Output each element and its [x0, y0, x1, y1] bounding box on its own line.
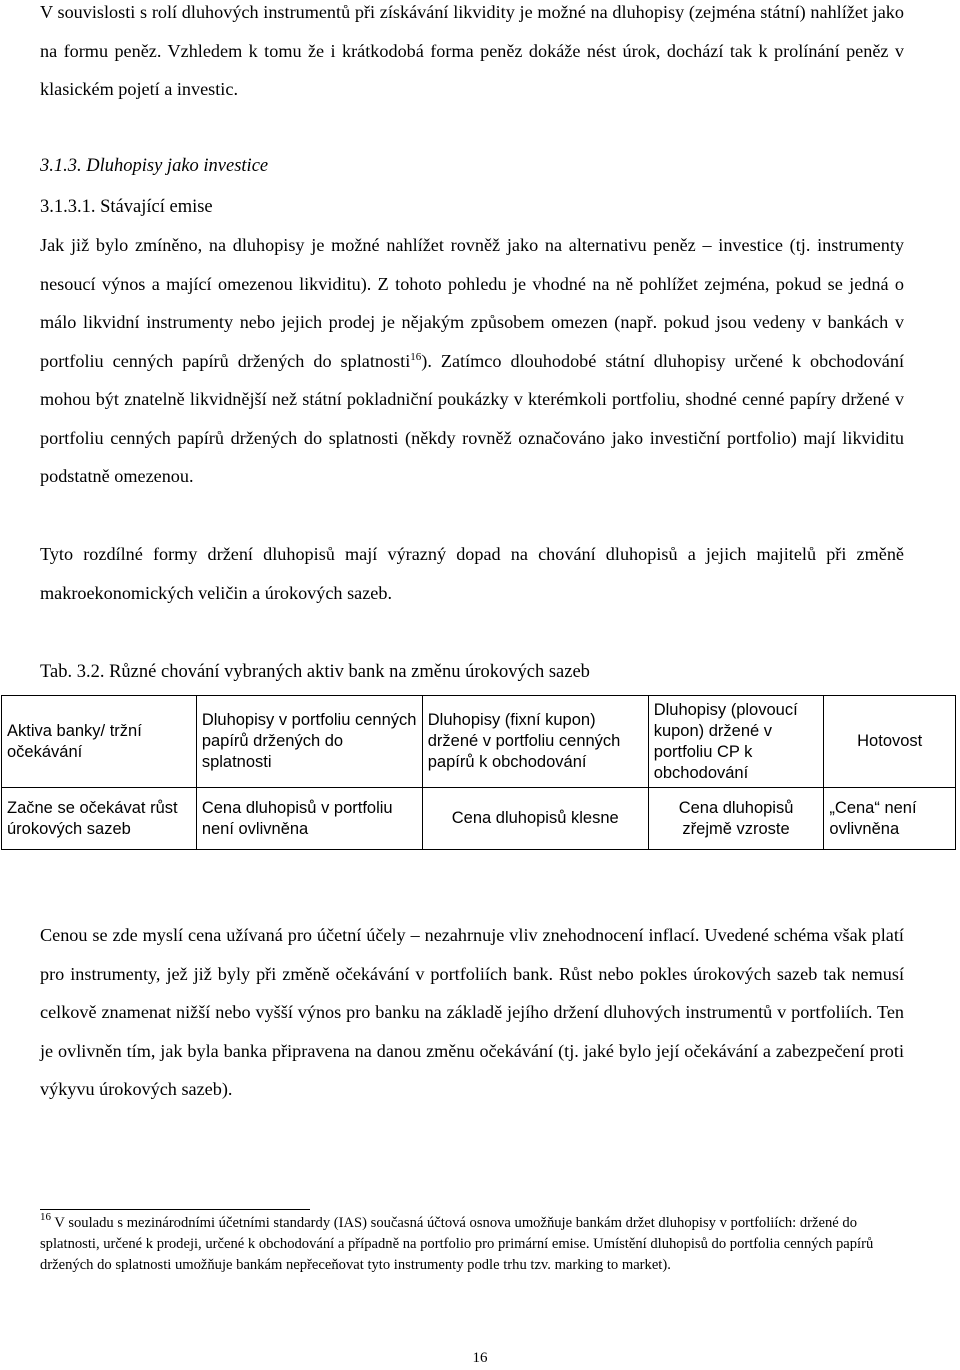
page-number: 16 — [472, 1350, 488, 1366]
paragraph-1-text-b: ). Zatímco dlouhodobé státní dluhopisy určené k obchodování mohou být znatelně likvidnější než státní pokladniční poukázky v kterémkoli portfoliu, shodné cenné papíry držené v portfoliu cenných papírů držených do splatnosti (někdy rovněž označováno jako investiční portfolio) mají likviditu podstatně omezenou. — [40, 350, 904, 486]
table-header-row — [2, 696, 956, 788]
footnote-divider — [40, 1209, 310, 1210]
footnote — [40, 1213, 904, 1276]
table-header-cell: Aktiva banky/ tržní očekávání — [2, 696, 197, 788]
footnote-text: V souladu s mezinárodními účetními standardy (IAS) současná účtová osnova umožňuje bankám držet dluhopisy v portfoliích: držené do splatnosti, určené k prodeji, určené k obchodování a případně na portfolio pro primární emise. Umístění dluhopisů do portfolia cenných papírů držených do splatnosti umožňuje bankám nepřeceňovat tyto instrumenty podle trhu tzv. marking to market). — [40, 1215, 874, 1273]
table-header-cell: Dluhopisy v portfoliu cenných papírů držených do splatnosti — [196, 696, 422, 788]
table-cell: Cena dluhopisů klesne — [422, 788, 648, 850]
bank-assets-table — [1, 695, 956, 850]
section-heading-text: 3.1.3. Dluhopisy jako investice — [40, 156, 269, 176]
paragraph-1 — [40, 226, 904, 496]
table-row — [2, 788, 956, 850]
table-caption: Tab. 3.2. Různé chování vybraných aktiv bank na změnu úrokových sazeb — [40, 662, 590, 682]
footnote-number: 16 — [40, 1211, 51, 1223]
paragraph-1-text-a: Jak již bylo zmíněno, na dluhopisy je možné nahlížet rovněž jako na alternativu peněz – investice (tj. instrumenty nesoucí výnos a mající omezenou likviditu). Z tohoto pohledu je vhodné na ně pohlížet zejména, pokud se jedná o málo likvidní instrumenty nebo jejich prodej je nějakým způsobem omezen (např. pokud jsou vedeny v bankách v portfoliu cenných papírů držených do splatnosti — [40, 235, 904, 371]
subsection-heading: 3.1.3.1. Stávající emise — [40, 197, 213, 217]
table-header-cell: Dluhopisy (fixní kupon) držené v portfoliu cenných papírů k obchodování — [422, 696, 648, 788]
footnote-reference[interactable]: 16 — [410, 350, 422, 363]
table-header-cell: Hotovost — [824, 696, 956, 788]
table-cell: „Cena“ není ovlivněna — [824, 788, 956, 850]
table-header-cell: Dluhopisy (plovoucí kupon) držené v portfoliu CP k obchodování — [648, 696, 824, 788]
paragraph-3: Cenou se zde myslí cena užívaná pro účetní účely – nezahrnuje vliv znehodnocení inflací. Uvedené schéma však platí pro instrumenty, jež již byly při změně očekávání v portfoliích bank. Růst nebo pokles úrokových sazeb tak nemusí celkově znamenat nižší nebo vyšší výnos pro banku na základě jejího držení dluhových instrumentů v portfoliích. Ten je ovlivněn tím, jak byla banka připravena na danou změnu očekávání (tj. jaké bylo její očekávání a zabezpečení proti výkyvu úrokových sazeb). — [40, 925, 904, 1099]
paragraph-2: Tyto rozdílné formy držení dluhopisů mají výrazný dopad na chování dluhopisů a jejich majitelů při změně makroekonomických veličin a úrokových sazeb. — [40, 544, 904, 603]
table-cell: Cena dluhopisů zřejmě vzroste — [648, 788, 824, 850]
table-cell: Cena dluhopisů v portfoliu není ovlivněna — [196, 788, 422, 850]
section-heading — [40, 154, 268, 178]
intro-paragraph: V souvislosti s rolí dluhových instrumentů při získávání likvidity je možné na dluhopisy (zejména státní) nahlížet jako na formu peněz. Vzhledem k tomu že i krátkodobá forma peněz dokáže nést úrok, dochází tak k prolínání peněz v klasickém pojetí a investic. — [40, 2, 904, 99]
table-cell: Začne se očekávat růst úrokových sazeb — [2, 788, 197, 850]
